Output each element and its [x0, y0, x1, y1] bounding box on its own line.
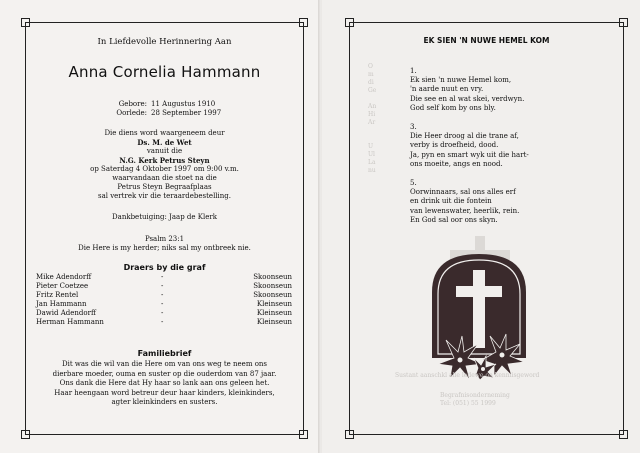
psalm-text: Die Here is my herder; niks sal my ontbreek nie. [78, 244, 251, 252]
stanza-line: van lewenswater, heerlik, rein. [410, 206, 520, 215]
bearer-row: Fritz Rentel - Skoonseun [36, 291, 292, 299]
stanza-line: Oorwinnaars, sal ons alles erf [410, 188, 516, 197]
died-label: Oorlede: [116, 109, 147, 117]
stanza-number: 3. [410, 123, 417, 131]
frame-corner-ornament [619, 18, 628, 27]
born-label: Gebore: [118, 100, 147, 108]
bleed-through-text: O m di Ge An Hi Ar U Ul La nu [368, 63, 377, 174]
hymn-stanza [410, 123, 529, 169]
frame-corner-ornament [345, 18, 354, 27]
frame-corner-ornament [299, 18, 308, 27]
frame-corner-ornament [21, 18, 30, 27]
bleed-through-text: Sustant aanschkl alle ledewe on kenniisgeword [395, 372, 540, 379]
deceased-name: Anna Cornelia Hammann [68, 63, 261, 81]
stanza-line: Die Heer droog al die trane af, [410, 132, 519, 141]
intro-line: In Liefdevolle Herinnering Aan [97, 37, 232, 47]
stanza-line: Ek sien 'n nuwe Hemel kom, [410, 76, 512, 85]
bearer-row: Herman Hammann - Kleinseun [36, 318, 292, 326]
stanza-line: En God sal oor ons skyn. [410, 215, 498, 224]
stanza-line: ons moeite, angs en nood. [410, 159, 503, 168]
frame-corner-ornament [299, 430, 308, 439]
family-letter-line: dierbare moeder, ouma en suster op die ouderdom van 87 jaar. [52, 369, 277, 378]
stanza-line: Die see en al wat skei, verdwyn. [410, 94, 525, 103]
service-line: Die diens word waargeneem deur [104, 129, 225, 137]
service-line: waarvandaan die stoet na die [112, 174, 217, 182]
psalm-block [25, 235, 304, 253]
bearer-row: Dawid Adendorff - Kleinseun [36, 309, 292, 317]
frame-corner-ornament [21, 430, 30, 439]
bearer-row: Jan Hammann - Kleinseun [36, 300, 292, 308]
stanza-line: verby is droefheid, dood. [410, 141, 499, 150]
stanza-number: 1. [410, 67, 417, 75]
bearers-heading: Draers by die graf [123, 263, 206, 272]
service-line: sal vertrek vir die teraardebestelling. [97, 192, 231, 200]
service-line: vanuit die [146, 147, 183, 155]
psalm-reference: Psalm 23:1 [144, 235, 185, 243]
family-letter [25, 360, 304, 408]
service-details [25, 129, 304, 201]
bearer-row: Mike Adendorff - Skoonseun [36, 273, 292, 281]
cross-emblem-icon [424, 240, 534, 380]
hymn-title: EK SIEN 'N NUWE HEMEL KOM [423, 36, 550, 45]
family-letter-line: Dit was die wil van die Here om van ons weg te neem ons [61, 360, 268, 368]
service-date: op Saterdag 4 Oktober 1997 om 9:00 v.m. [90, 165, 239, 173]
life-dates [115, 100, 221, 118]
born-date: 11 Augustus 1910 [151, 100, 216, 108]
bearers-list [36, 273, 292, 327]
stanza-line: en drink uit die fontein [410, 197, 492, 206]
acknowledgement: Dankbetuiging: Jaap de Klerk [112, 213, 217, 221]
church-name: N.G. Kerk Petrus Steyn [119, 156, 210, 165]
family-letter-line: agter kleinkinders en susters. [111, 398, 218, 406]
family-letter-line: Haar heengaan word betreur deur haar kinders, kleinkinders, [54, 388, 275, 397]
frame-corner-ornament [345, 430, 354, 439]
stanza-line: 'n aarde nuut en vry. [410, 85, 484, 94]
frame-corner-ornament [619, 430, 628, 439]
family-letter-heading: Familiebrief [137, 349, 192, 358]
bleed-through-text: Begrafnisonderneming Tel: (051) 55 1999 [440, 392, 510, 407]
family-letter-line: Ons dank die Here dat Hy haar so lank aan ons geleen het. [59, 379, 270, 387]
bearer-row: Pieter Coetzee - Skoonseun [36, 282, 292, 290]
hymn-stanza [410, 67, 524, 113]
died-date: 28 September 1997 [151, 109, 222, 117]
stanza-line: Ja, pyn en smart wyk uit die hart- [410, 150, 529, 159]
stanza-line: God self kom by ons bly. [410, 103, 496, 112]
stanza-number: 5. [410, 179, 417, 187]
hymn-stanza [410, 179, 519, 225]
cemetery-name: Petrus Steyn Begraafplaas [117, 183, 212, 191]
minister-name: Ds. M. de Wet [137, 138, 192, 147]
